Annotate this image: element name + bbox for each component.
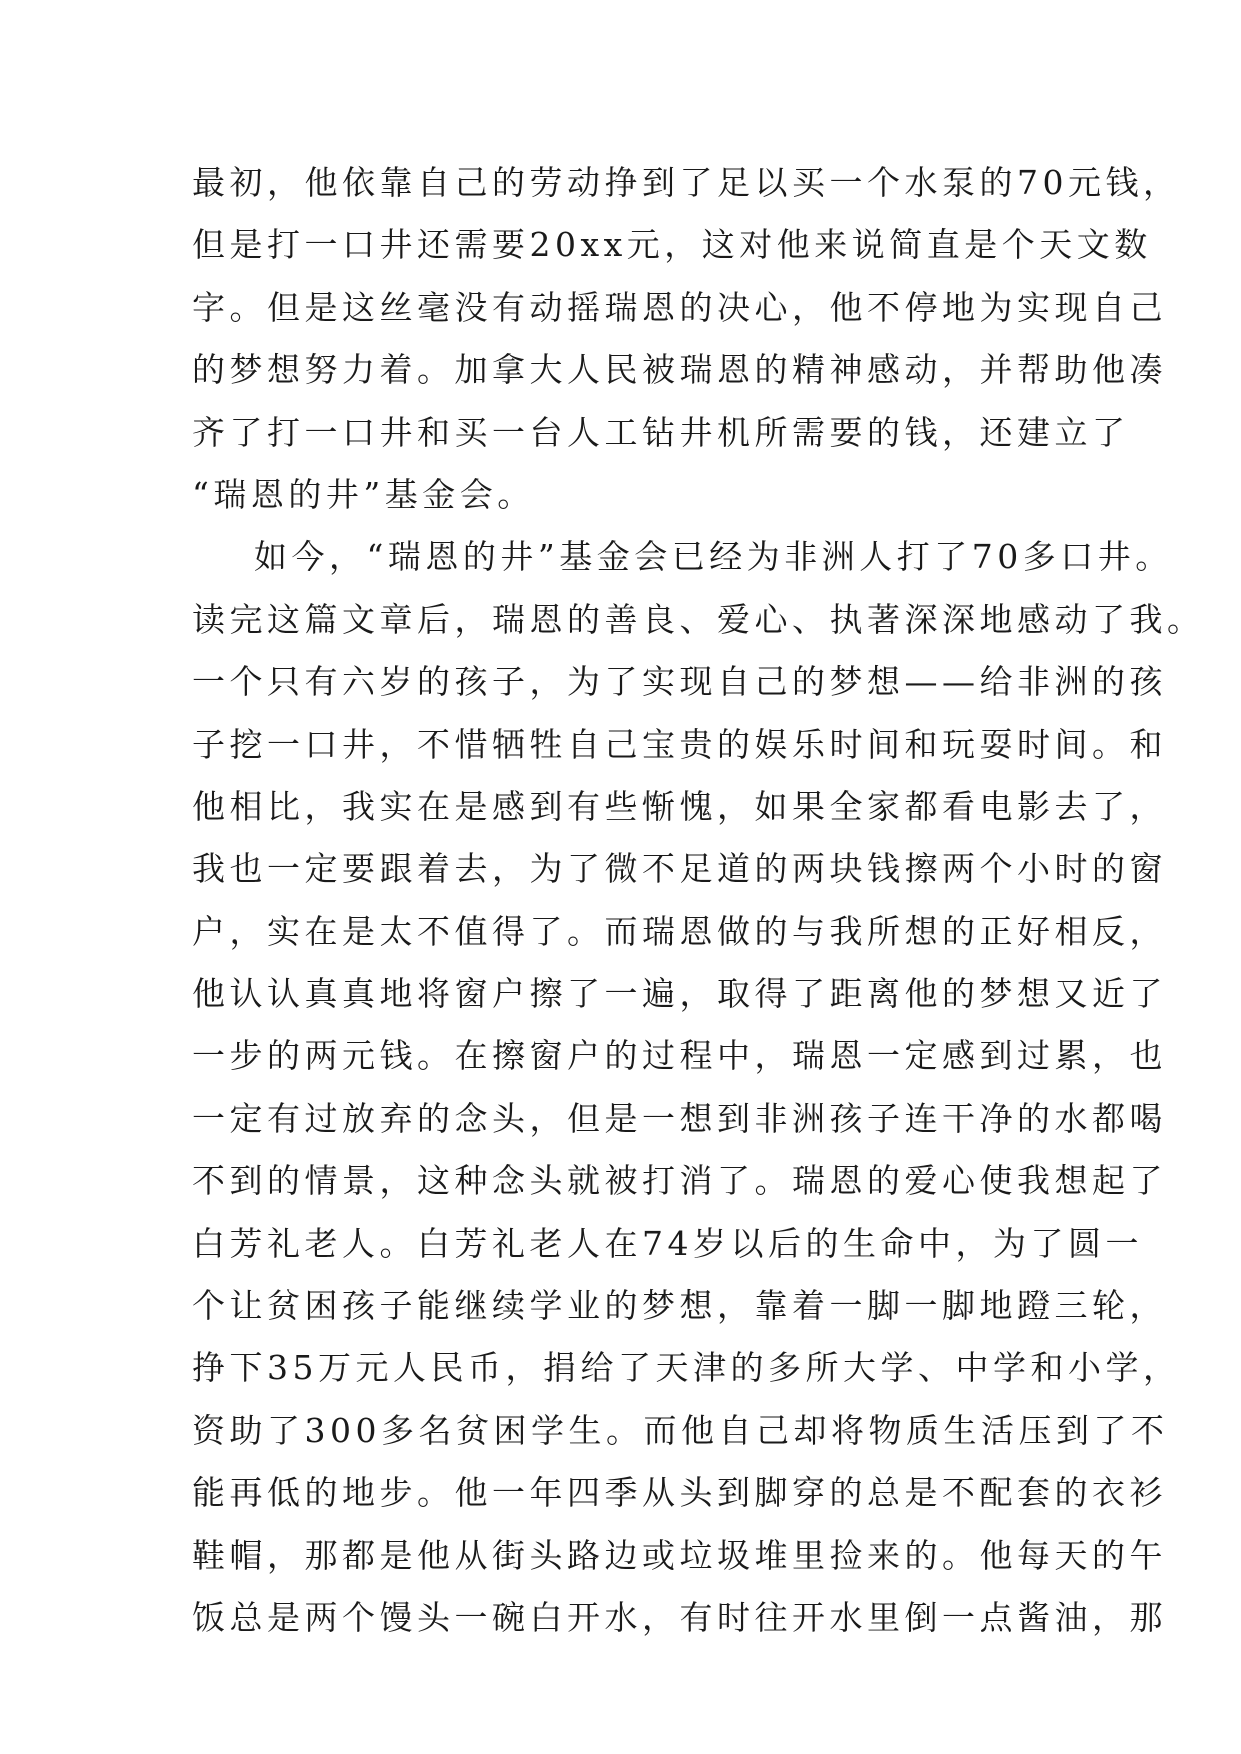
text-line: 读完这篇文章后，瑞恩的善良、爱心、执著深深地感动了我。 bbox=[192, 599, 1205, 639]
text-line: 子挖一口井，不惜牺牲自己宝贵的娱乐时间和玩耍时间。和 bbox=[192, 724, 1167, 764]
text-line: 一定有过放弃的念头，但是一想到非洲孩子连干净的水都喝 bbox=[192, 1098, 1167, 1138]
text-line: 他相比，我实在是感到有些惭愧，如果全家都看电影去了， bbox=[192, 786, 1167, 826]
text-line: 户，实在是太不值得了。而瑞恩做的与我所想的正好相反， bbox=[192, 911, 1167, 951]
text-line: 字。但是这丝毫没有动摇瑞恩的决心，他不停地为实现自己 bbox=[192, 287, 1167, 327]
text-line: 齐了打一口井和买一台人工钻井机所需要的钱，还建立了 bbox=[192, 412, 1130, 452]
text-line: 不到的情景，这种念头就被打消了。瑞恩的爱心使我想起了 bbox=[192, 1161, 1167, 1201]
text-line: 白芳礼老人。白芳礼老人在74岁以后的生命中，为了圆一 bbox=[192, 1223, 1143, 1263]
text-line: 能再低的地步。他一年四季从头到脚穿的总是不配套的衣衫 bbox=[192, 1473, 1167, 1513]
text-line: 他认认真真地将窗户擦了一遍，取得了距离他的梦想又近了 bbox=[192, 974, 1167, 1014]
text-line: 我也一定要跟着去，为了微不足道的两块钱擦两个小时的窗 bbox=[192, 849, 1167, 889]
text-line: “瑞恩的井”基金会。 bbox=[192, 474, 535, 514]
text-line: 挣下35万元人民币，捐给了天津的多所大学、中学和小学， bbox=[192, 1348, 1181, 1388]
text-line: 资助了300多名贫困学生。而他自己却将物质生活压到了不 bbox=[192, 1410, 1169, 1450]
text-line: 鞋帽，那都是他从街头路边或垃圾堆里捡来的。他每天的午 bbox=[192, 1535, 1167, 1575]
text-line: 饭总是两个馒头一碗白开水，有时往开水里倒一点酱油，那 bbox=[192, 1597, 1167, 1637]
text-line: 一个只有六岁的孩子，为了实现自己的梦想——给非洲的孩 bbox=[192, 662, 1167, 702]
text-line: 的梦想努力着。加拿大人民被瑞恩的精神感动，并帮助他凑 bbox=[192, 350, 1167, 390]
text-line: 但是打一口井还需要20xx元，这对他来说简直是个天文数 bbox=[192, 225, 1152, 265]
text-line: 最初，他依靠自己的劳动挣到了足以买一个水泵的70元钱， bbox=[192, 163, 1181, 202]
text-line: 个让贫困孩子能继续学业的梦想，靠着一脚一脚地蹬三轮， bbox=[192, 1286, 1167, 1326]
text-line: 一步的两元钱。在擦窗户的过程中，瑞恩一定感到过累，也 bbox=[192, 1036, 1167, 1076]
body-text bbox=[192, 152, 1205, 1649]
paragraph-first-line: 如今，“瑞恩的井”基金会已经为非洲人打了70多口井。 bbox=[254, 537, 1173, 577]
